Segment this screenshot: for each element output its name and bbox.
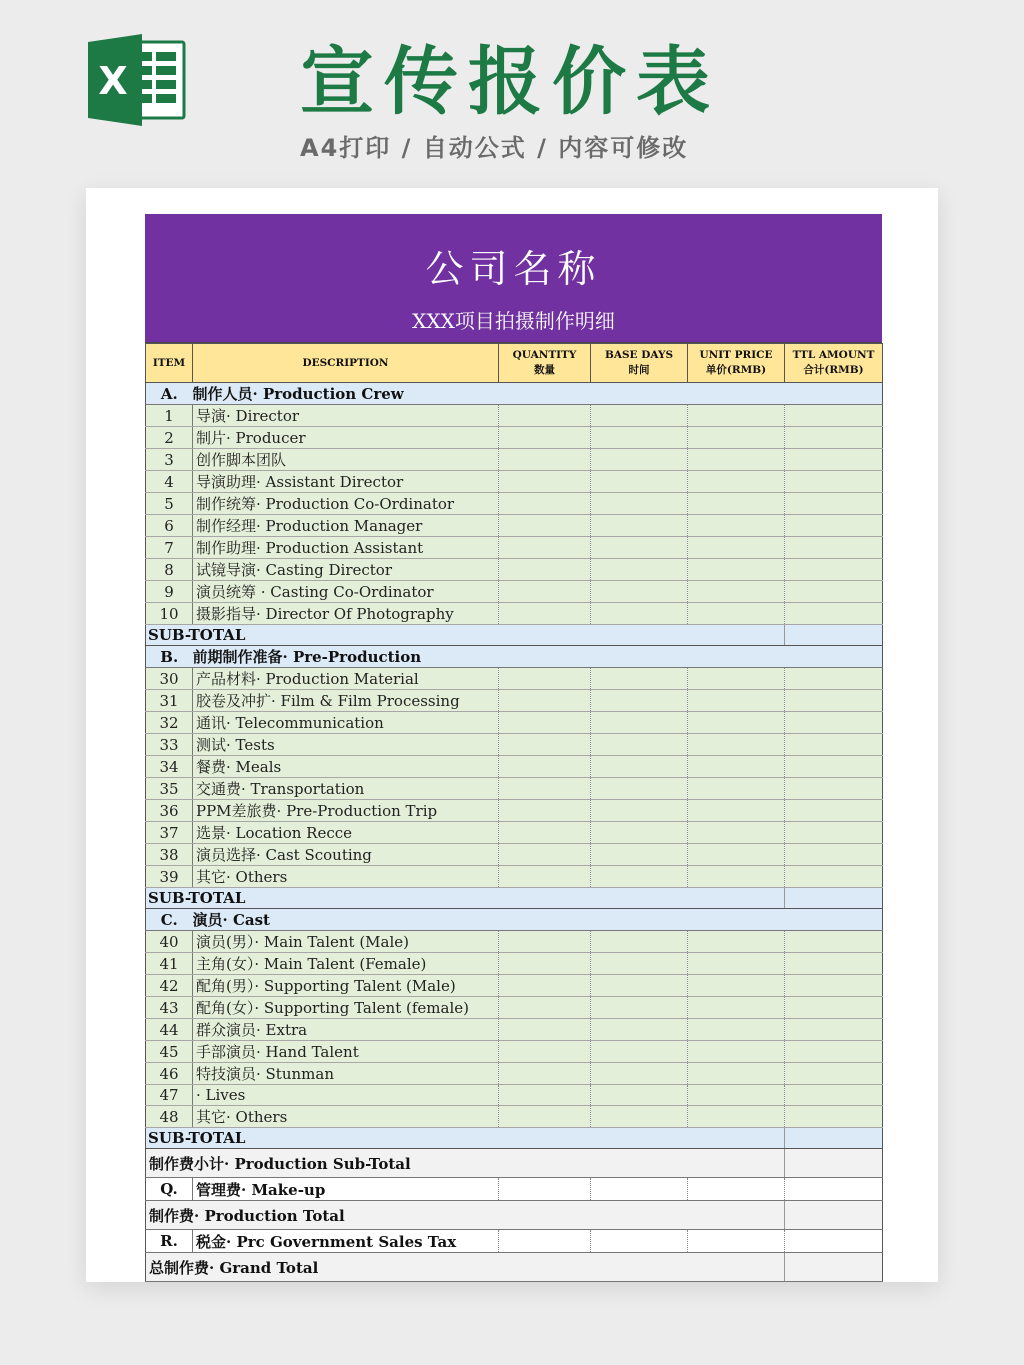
unit-price-cell[interactable] <box>688 515 785 537</box>
table-row <box>146 537 883 559</box>
production-subtotal-label[interactable]: 制作费小计· Production Sub-Total <box>146 1149 785 1178</box>
quantity-cell[interactable] <box>499 844 591 866</box>
unit-price-cell[interactable] <box>688 471 785 493</box>
ttl-amount-cell[interactable] <box>785 493 883 515</box>
table-row <box>146 581 883 603</box>
subtotal-amount[interactable] <box>785 1128 883 1149</box>
unit-price-cell[interactable] <box>688 712 785 734</box>
unit-price-cell[interactable] <box>688 778 785 800</box>
item-description[interactable]: 导演助理· Assistant Director <box>193 471 499 493</box>
col-item: ITEM <box>146 344 193 383</box>
col-ttl-amount: TTL AMOUNT 合计(RMB) <box>785 344 883 383</box>
ttl-amount-cell[interactable] <box>785 449 883 471</box>
item-number[interactable]: 10 <box>146 603 193 625</box>
ttl-amount-cell[interactable] <box>785 953 883 975</box>
base-days-cell[interactable] <box>591 800 688 822</box>
base-days-cell[interactable] <box>591 515 688 537</box>
unit-price-cell[interactable] <box>688 427 785 449</box>
promo-banner <box>0 0 1024 185</box>
item-number[interactable]: 2 <box>146 427 193 449</box>
table-row <box>146 866 883 888</box>
item-number[interactable]: 4 <box>146 471 193 493</box>
page-subtitle: A4打印 / 自动公式 / 内容可修改 <box>300 134 689 162</box>
ttl-amount-cell[interactable] <box>785 734 883 756</box>
quantity-cell[interactable] <box>499 800 591 822</box>
sheet-header <box>145 214 882 343</box>
base-days-cell[interactable] <box>591 559 688 581</box>
quantity-cell[interactable] <box>499 1106 591 1128</box>
item-number[interactable]: 34 <box>146 756 193 778</box>
unit-price-cell[interactable] <box>688 1178 785 1201</box>
item-number[interactable]: 8 <box>146 559 193 581</box>
item-description[interactable]: 制作经理· Production Manager <box>193 515 499 537</box>
quantity-cell[interactable] <box>499 997 591 1019</box>
item-number[interactable]: 5 <box>146 493 193 515</box>
item-number[interactable]: 40 <box>146 931 193 953</box>
item-number[interactable]: 3 <box>146 449 193 471</box>
unit-price-cell[interactable] <box>688 953 785 975</box>
item-description[interactable]: 摄影指导· Director Of Photography <box>193 603 499 625</box>
quantity-cell[interactable] <box>499 1230 591 1253</box>
unit-price-cell[interactable] <box>688 844 785 866</box>
base-days-cell[interactable] <box>591 712 688 734</box>
quantity-cell[interactable] <box>499 515 591 537</box>
tax-row <box>146 1230 883 1253</box>
col-base-days: BASE DAYS 时间 <box>591 344 688 383</box>
item-number[interactable]: 48 <box>146 1106 193 1128</box>
item-description[interactable]: 测试· Tests <box>193 734 499 756</box>
item-number[interactable]: 39 <box>146 866 193 888</box>
subtotal-label[interactable]: SUB-TOTAL <box>146 888 785 909</box>
ttl-amount-cell[interactable] <box>785 515 883 537</box>
table-row <box>146 975 883 997</box>
base-days-cell[interactable] <box>591 866 688 888</box>
ttl-amount-cell[interactable] <box>785 471 883 493</box>
item-number[interactable]: 1 <box>146 405 193 427</box>
unit-price-cell[interactable] <box>688 866 785 888</box>
ttl-amount-cell[interactable] <box>785 1085 883 1106</box>
production-total-amount[interactable] <box>785 1201 883 1230</box>
ttl-amount-cell[interactable] <box>785 1019 883 1041</box>
ttl-amount-cell[interactable] <box>785 997 883 1019</box>
excel-logo-icon <box>86 30 186 130</box>
item-number[interactable]: 7 <box>146 537 193 559</box>
base-days-cell[interactable] <box>591 581 688 603</box>
production-total-row <box>146 1201 883 1230</box>
unit-price-cell[interactable] <box>688 537 785 559</box>
item-description[interactable]: 演员(男）· Main Talent (Male) <box>193 931 499 953</box>
item-description[interactable]: 演员统筹 · Casting Co-Ordinator <box>193 581 499 603</box>
quantity-cell[interactable] <box>499 975 591 997</box>
grand-total-label[interactable]: 总制作费· Grand Total <box>146 1253 785 1282</box>
quantity-cell[interactable] <box>499 822 591 844</box>
production-subtotal-amount[interactable] <box>785 1149 883 1178</box>
quantity-cell[interactable] <box>499 866 591 888</box>
item-description[interactable]: 导演· Director <box>193 405 499 427</box>
subtotal-row <box>146 1128 883 1149</box>
section-title[interactable]: 演员· Cast <box>193 909 883 931</box>
item-description[interactable]: 通讯· Telecommunication <box>193 712 499 734</box>
table-row <box>146 1063 883 1085</box>
unit-price-cell[interactable] <box>688 603 785 625</box>
quantity-cell[interactable] <box>499 1178 591 1201</box>
unit-price-cell[interactable] <box>688 449 785 471</box>
base-days-cell[interactable] <box>591 734 688 756</box>
item-description[interactable]: 配角(女）· Supporting Talent (female) <box>193 997 499 1019</box>
section-header-row <box>146 909 883 931</box>
table-row <box>146 822 883 844</box>
table-row <box>146 471 883 493</box>
base-days-cell[interactable] <box>591 603 688 625</box>
unit-price-cell[interactable] <box>688 822 785 844</box>
logo-letter: X <box>98 59 128 103</box>
production-subtotal-row <box>146 1149 883 1178</box>
col-description: DESCRIPTION <box>193 344 499 383</box>
unit-price-cell[interactable] <box>688 800 785 822</box>
ttl-amount-cell[interactable] <box>785 712 883 734</box>
item-number[interactable]: 46 <box>146 1063 193 1085</box>
quantity-cell[interactable] <box>499 668 591 690</box>
unit-price-cell[interactable] <box>688 690 785 712</box>
base-days-cell[interactable] <box>591 537 688 559</box>
table-row <box>146 427 883 449</box>
base-days-cell[interactable] <box>591 690 688 712</box>
item-description[interactable]: PPM差旅费· Pre-Production Trip <box>193 800 499 822</box>
item-number[interactable]: 47 <box>146 1085 193 1106</box>
base-days-cell[interactable] <box>591 931 688 953</box>
quantity-cell[interactable] <box>499 405 591 427</box>
table-row <box>146 603 883 625</box>
unit-price-cell[interactable] <box>688 668 785 690</box>
ttl-amount-cell[interactable] <box>785 1178 883 1201</box>
table-row <box>146 1019 883 1041</box>
table-row <box>146 559 883 581</box>
table-row <box>146 734 883 756</box>
ttl-amount-cell[interactable] <box>785 800 883 822</box>
quantity-cell[interactable] <box>499 559 591 581</box>
base-days-cell[interactable] <box>591 1019 688 1041</box>
table-row <box>146 756 883 778</box>
item-number[interactable]: 43 <box>146 997 193 1019</box>
unit-price-cell[interactable] <box>688 493 785 515</box>
base-days-cell[interactable] <box>591 471 688 493</box>
item-description[interactable]: 手部演员· Hand Talent <box>193 1041 499 1063</box>
unit-price-cell[interactable] <box>688 1041 785 1063</box>
item-description[interactable]: · Lives <box>193 1085 499 1106</box>
ttl-amount-cell[interactable] <box>785 559 883 581</box>
base-days-cell[interactable] <box>591 405 688 427</box>
table-row <box>146 844 883 866</box>
unit-price-cell[interactable] <box>688 756 785 778</box>
unit-price-cell[interactable] <box>688 1106 785 1128</box>
base-days-cell[interactable] <box>591 449 688 471</box>
item-description[interactable]: 制作助理· Production Assistant <box>193 537 499 559</box>
base-days-cell[interactable] <box>591 997 688 1019</box>
unit-price-cell[interactable] <box>688 734 785 756</box>
tax-letter[interactable]: R. <box>146 1230 193 1253</box>
section-letter[interactable]: C. <box>146 909 193 931</box>
ttl-amount-cell[interactable] <box>785 427 883 449</box>
tax-description[interactable]: 税金· Prc Government Sales Tax <box>193 1230 499 1253</box>
quantity-cell[interactable] <box>499 1063 591 1085</box>
makeup-row <box>146 1178 883 1201</box>
item-description[interactable]: 试镜导演· Casting Director <box>193 559 499 581</box>
base-days-cell[interactable] <box>591 953 688 975</box>
table-row <box>146 449 883 471</box>
quote-sheet <box>145 214 882 1282</box>
table-row <box>146 690 883 712</box>
ttl-amount-cell[interactable] <box>785 778 883 800</box>
quantity-cell[interactable] <box>499 734 591 756</box>
grand-total-row <box>146 1253 883 1282</box>
ttl-amount-cell[interactable] <box>785 1230 883 1253</box>
base-days-cell[interactable] <box>591 778 688 800</box>
ttl-amount-cell[interactable] <box>785 581 883 603</box>
ttl-amount-cell[interactable] <box>785 690 883 712</box>
item-number[interactable]: 45 <box>146 1041 193 1063</box>
ttl-amount-cell[interactable] <box>785 668 883 690</box>
item-description[interactable]: 其它· Others <box>193 866 499 888</box>
unit-price-cell[interactable] <box>688 1019 785 1041</box>
item-number[interactable]: 35 <box>146 778 193 800</box>
table-row <box>146 997 883 1019</box>
subtotal-label[interactable]: SUB-TOTAL <box>146 625 785 646</box>
makeup-letter[interactable]: Q. <box>146 1178 193 1201</box>
item-description[interactable]: 创作脚本团队 <box>193 449 499 471</box>
table-row <box>146 1085 883 1106</box>
spreadsheet-preview <box>86 188 938 1282</box>
col-quantity: QUANTITY 数量 <box>499 344 591 383</box>
grand-total-amount[interactable] <box>785 1253 883 1282</box>
item-description[interactable]: 群众演员· Extra <box>193 1019 499 1041</box>
item-number[interactable]: 38 <box>146 844 193 866</box>
item-description[interactable]: 餐费· Meals <box>193 756 499 778</box>
ttl-amount-cell[interactable] <box>785 822 883 844</box>
base-days-cell[interactable] <box>591 1178 688 1201</box>
subtotal-label[interactable]: SUB-TOTAL <box>146 1128 785 1149</box>
base-days-cell[interactable] <box>591 493 688 515</box>
item-description[interactable]: 主角(女）· Main Talent (Female) <box>193 953 499 975</box>
item-description[interactable]: 交通费· Transportation <box>193 778 499 800</box>
quantity-cell[interactable] <box>499 778 591 800</box>
table-row <box>146 668 883 690</box>
company-name: 公司名称 <box>425 247 602 291</box>
base-days-cell[interactable] <box>591 756 688 778</box>
production-total-label[interactable]: 制作费· Production Total <box>146 1201 785 1230</box>
unit-price-cell[interactable] <box>688 1230 785 1253</box>
table-row <box>146 1106 883 1128</box>
base-days-cell[interactable] <box>591 427 688 449</box>
unit-price-cell[interactable] <box>688 581 785 603</box>
ttl-amount-cell[interactable] <box>785 931 883 953</box>
unit-price-cell[interactable] <box>688 1085 785 1106</box>
table-row <box>146 712 883 734</box>
base-days-cell[interactable] <box>591 975 688 997</box>
item-number[interactable]: 32 <box>146 712 193 734</box>
quantity-cell[interactable] <box>499 1019 591 1041</box>
quantity-cell[interactable] <box>499 581 591 603</box>
ttl-amount-cell[interactable] <box>785 1041 883 1063</box>
table-row <box>146 1041 883 1063</box>
item-number[interactable]: 31 <box>146 690 193 712</box>
table-row <box>146 778 883 800</box>
item-number[interactable]: 6 <box>146 515 193 537</box>
ttl-amount-cell[interactable] <box>785 537 883 559</box>
base-days-cell[interactable] <box>591 1085 688 1106</box>
column-header-row <box>146 344 883 383</box>
quantity-cell[interactable] <box>499 953 591 975</box>
item-number[interactable]: 36 <box>146 800 193 822</box>
item-number[interactable]: 44 <box>146 1019 193 1041</box>
item-description[interactable]: 制片· Producer <box>193 427 499 449</box>
subtotal-amount[interactable] <box>785 625 883 646</box>
quantity-cell[interactable] <box>499 1085 591 1106</box>
quantity-cell[interactable] <box>499 427 591 449</box>
quantity-cell[interactable] <box>499 449 591 471</box>
table-row <box>146 953 883 975</box>
unit-price-cell[interactable] <box>688 975 785 997</box>
table-row <box>146 515 883 537</box>
makeup-description[interactable]: 管理费· Make-up <box>193 1178 499 1201</box>
item-number[interactable]: 37 <box>146 822 193 844</box>
item-description[interactable]: 制作统筹· Production Co-Ordinator <box>193 493 499 515</box>
quantity-cell[interactable] <box>499 712 591 734</box>
base-days-cell[interactable] <box>591 844 688 866</box>
item-description[interactable]: 特技演员· Stunman <box>193 1063 499 1085</box>
section-title[interactable]: 前期制作准备· Pre-Production <box>193 646 883 668</box>
base-days-cell[interactable] <box>591 1063 688 1085</box>
base-days-cell[interactable] <box>591 668 688 690</box>
quantity-cell[interactable] <box>499 537 591 559</box>
item-number[interactable]: 33 <box>146 734 193 756</box>
table-row <box>146 493 883 515</box>
ttl-amount-cell[interactable] <box>785 1063 883 1085</box>
item-description[interactable]: 其它· Others <box>193 1106 499 1128</box>
ttl-amount-cell[interactable] <box>785 1106 883 1128</box>
base-days-cell[interactable] <box>591 1106 688 1128</box>
table-row <box>146 931 883 953</box>
base-days-cell[interactable] <box>591 1041 688 1063</box>
unit-price-cell[interactable] <box>688 559 785 581</box>
section-letter[interactable]: A. <box>146 383 193 405</box>
item-number[interactable]: 9 <box>146 581 193 603</box>
subtotal-amount[interactable] <box>785 888 883 909</box>
quantity-cell[interactable] <box>499 471 591 493</box>
ttl-amount-cell[interactable] <box>785 603 883 625</box>
ttl-amount-cell[interactable] <box>785 756 883 778</box>
section-header-row <box>146 646 883 668</box>
section-title[interactable]: 制作人员· Production Crew <box>193 383 883 405</box>
item-description[interactable]: 胶卷及冲扩· Film & Film Processing <box>193 690 499 712</box>
section-header-row <box>146 383 883 405</box>
col-unit-price: UNIT PRICE 单价(RMB) <box>688 344 785 383</box>
item-description[interactable]: 配角(男）· Supporting Talent (Male) <box>193 975 499 997</box>
quantity-cell[interactable] <box>499 690 591 712</box>
item-description[interactable]: 演员选择· Cast Scouting <box>193 844 499 866</box>
item-number[interactable]: 30 <box>146 668 193 690</box>
subtotal-row <box>146 625 883 646</box>
ttl-amount-cell[interactable] <box>785 405 883 427</box>
item-number[interactable]: 41 <box>146 953 193 975</box>
table-row <box>146 800 883 822</box>
unit-price-cell[interactable] <box>688 931 785 953</box>
quantity-cell[interactable] <box>499 603 591 625</box>
base-days-cell[interactable] <box>591 1230 688 1253</box>
quantity-cell[interactable] <box>499 493 591 515</box>
ttl-amount-cell[interactable] <box>785 844 883 866</box>
base-days-cell[interactable] <box>591 822 688 844</box>
unit-price-cell[interactable] <box>688 405 785 427</box>
unit-price-cell[interactable] <box>688 997 785 1019</box>
section-letter[interactable]: B. <box>146 646 193 668</box>
ttl-amount-cell[interactable] <box>785 866 883 888</box>
quote-table <box>145 343 883 1282</box>
quantity-cell[interactable] <box>499 931 591 953</box>
quantity-cell[interactable] <box>499 756 591 778</box>
project-title: XXX项目拍摄制作明细 <box>412 309 615 333</box>
unit-price-cell[interactable] <box>688 1063 785 1085</box>
subtotal-row <box>146 888 883 909</box>
item-description[interactable]: 选景· Location Recce <box>193 822 499 844</box>
table-row <box>146 405 883 427</box>
item-number[interactable]: 42 <box>146 975 193 997</box>
page-title: 宣传报价表 <box>300 39 720 125</box>
ttl-amount-cell[interactable] <box>785 975 883 997</box>
item-description[interactable]: 产品材料· Production Material <box>193 668 499 690</box>
quantity-cell[interactable] <box>499 1041 591 1063</box>
